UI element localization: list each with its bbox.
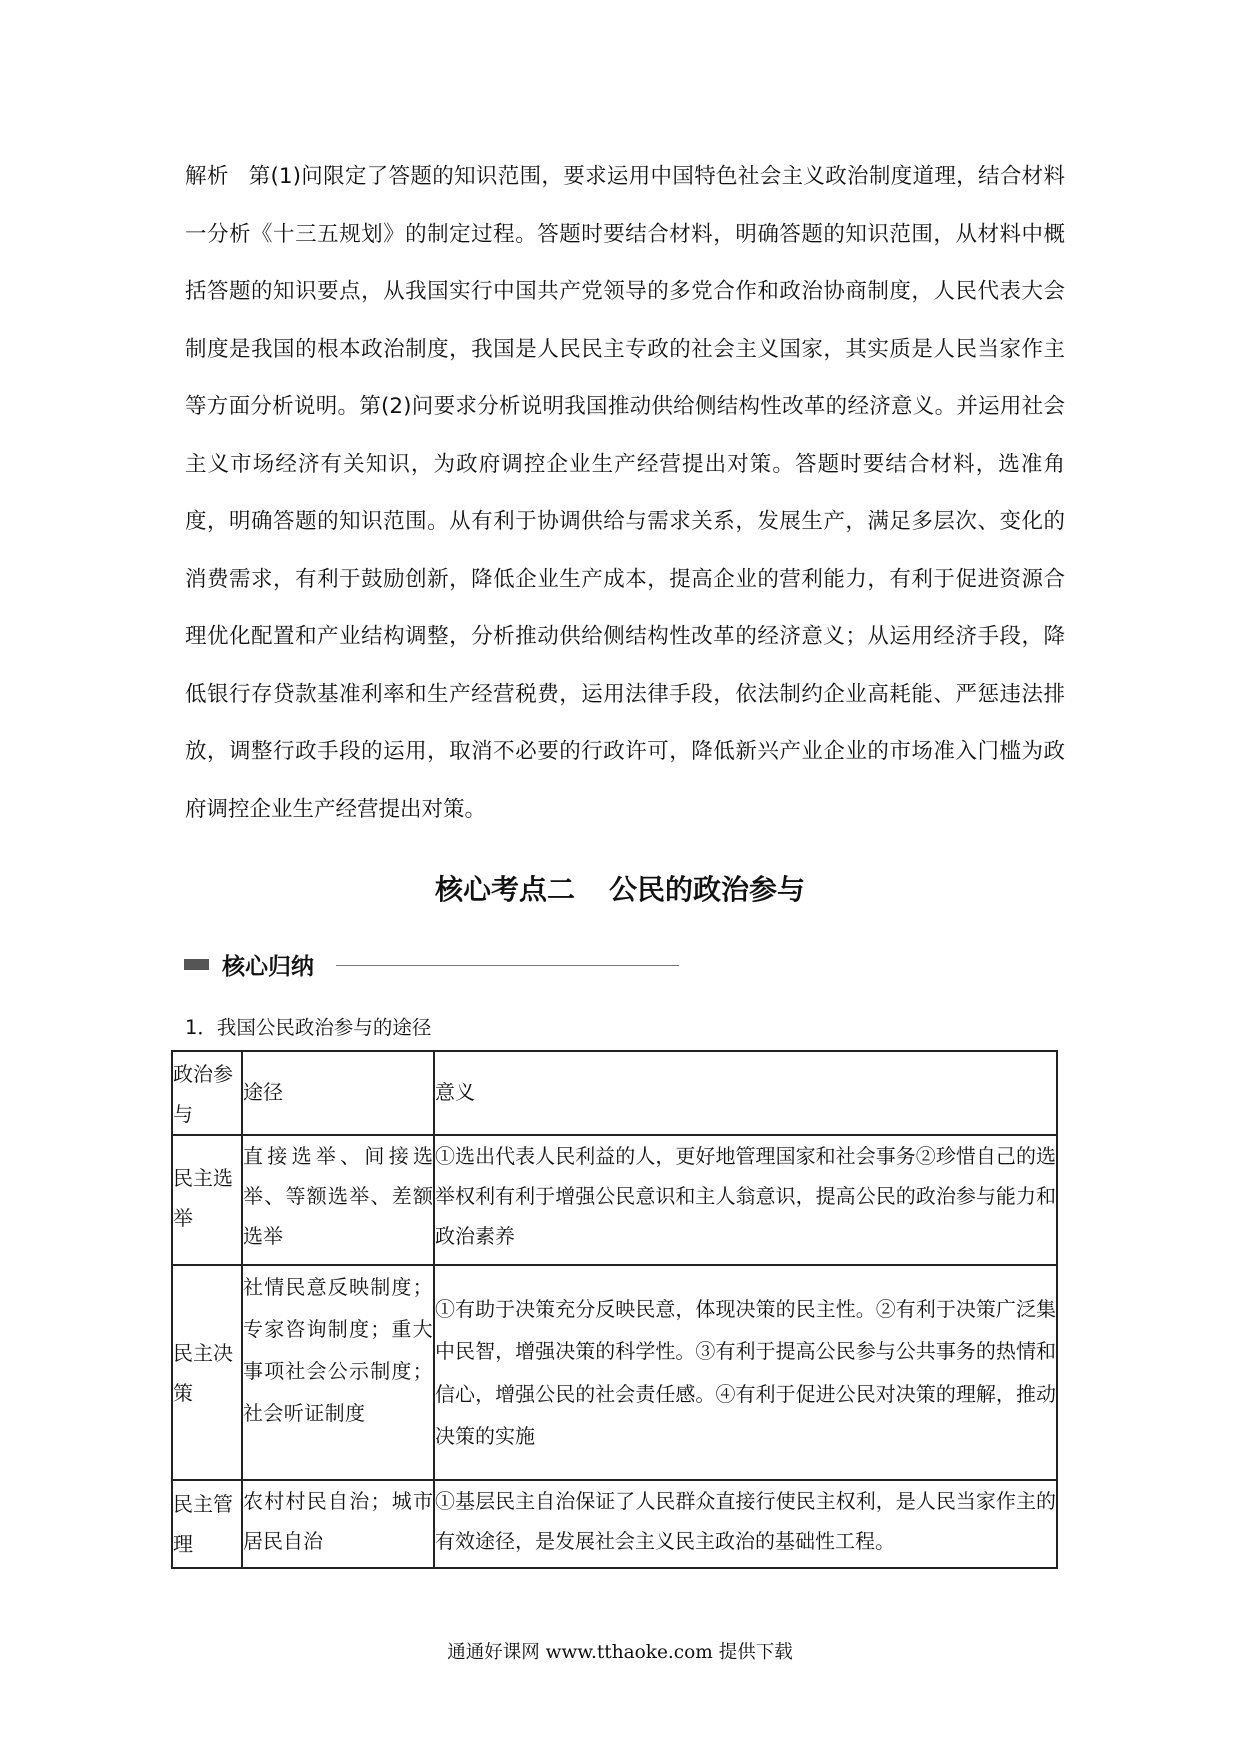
row-ways: 农村村民自治；城市居民自治 — [242, 1480, 434, 1568]
row-category: 民主决策 — [172, 1265, 242, 1480]
footer-download-note: 通通好课网 www.tthaoke.com 提供下载 — [447, 1642, 793, 1663]
row-ways: 直接选举、间接选举、等额选举、差额选举 — [242, 1135, 434, 1265]
summary-heading-text: 核心归纳 — [222, 954, 314, 980]
row-category: 民主选举 — [172, 1135, 242, 1265]
table-row — [172, 1265, 1057, 1480]
participation-table — [171, 1050, 1058, 1569]
row-meaning: ①基层民主自治保证了人民群众直接行使民主权利，是人民当家作主的有效途径，是发展社会主义民主政治的基础性工程。 — [434, 1480, 1057, 1568]
subheading: 1．我国公民政治参与的途径 — [185, 1016, 432, 1039]
row-ways: 社情民意反映制度；专家咨询制度；重大事项社会公示制度；社会听证制度 — [242, 1265, 434, 1480]
heading-marker — [184, 959, 209, 970]
header-cell-meaning: 意义 — [434, 1051, 1057, 1135]
header-cell-way: 途径 — [242, 1051, 434, 1135]
table-header-row — [172, 1051, 1057, 1135]
summary-heading — [184, 948, 684, 984]
section-title-part2: 公民的政治参与 — [609, 873, 806, 906]
header-cell-category: 政治参与 — [172, 1051, 242, 1135]
analysis-label: 解析 — [185, 164, 229, 189]
analysis-paragraph — [185, 148, 1065, 838]
analysis-text: 第(1)问限定了答题的知识范围，要求运用中国特色社会主义政治制度道理，结合材料一分析《十三五规划》的制定过程。答题时要结合材料，明确答题的知识范围，从材料中概括答题的知识要点，从我国实行中国共产党领导的多党合作和政治协商制度，人民代表大会制度是我国的根本政治制度，我国是人民民主专政的社会主义国家，其实质是人民当家作主等方面分析说明。第(2)问要求分析说明我国推动供给侧结构性改革的经济意义。并运用社会主义市场经济有关知识，为政府调控企业生产经营提出对策。答题时要结合材料，选准角度，明确答题的知识范围。从有利于协调供给与需求关系，发展生产，满足多层次、变化的消费需求，有利于鼓励创新，降低企业生产成本，提高企业的营利能力，有利于促进资源合理优化配置和产业结构调整，分析推动供给侧结构性改革的经济意义；从运用经济手段，降低银行存贷款基准利率和生产经营税费，运用法律手段，依法制约企业高耗能、严惩违法排放，调整行政手段的运用，取消不必要的行政许可，降低新兴产业企业的市场准入门槛为政府调控企业生产经营提出对策。 — [185, 164, 1065, 822]
row-meaning: ①有助于决策充分反映民意，体现决策的民主性。②有利于决策广泛集中民智，增强决策的科学性。③有利于提高公民参与公共事务的热情和信心，增强公民的社会责任感。④有利于促进公民对决策的理解，推动决策的实施 — [434, 1265, 1057, 1480]
row-category: 民主管理 — [172, 1480, 242, 1568]
table-row — [172, 1480, 1057, 1568]
table-row — [172, 1135, 1057, 1265]
section-title — [0, 868, 1240, 908]
heading-rule — [336, 965, 679, 966]
row-meaning: ①选出代表人民利益的人，更好地管理国家和社会事务②珍惜自己的选举权利有利于增强公民意识和主人翁意识，提高公民的政治参与能力和政治素养 — [434, 1135, 1057, 1265]
section-title-part1: 核心考点二 — [434, 873, 575, 906]
